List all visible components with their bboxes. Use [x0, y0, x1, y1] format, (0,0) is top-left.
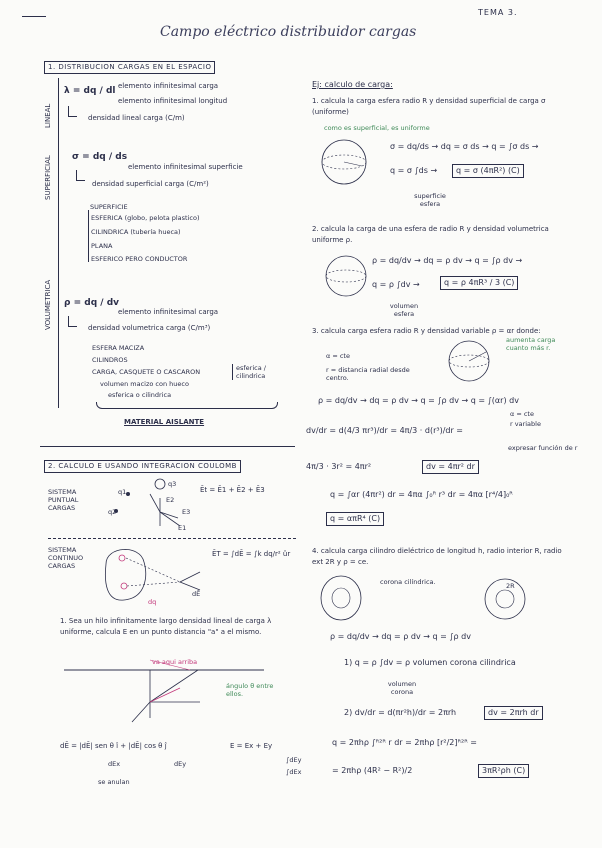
de-components: dĒ = |dĒ| sen θ î + |dĒ| cos θ ĵ	[60, 742, 167, 750]
r-p4-box-dv: dv = 2πrh dr	[484, 706, 543, 720]
superficie-list-bar	[88, 210, 89, 262]
volumetrica-bracket-note: esferica / cilindrica	[232, 364, 276, 380]
angle-note: ángulo θ entre ellos.	[226, 682, 274, 698]
r-p4-text: 4. calcula carga cilindro dieléctrico de longitud h, radio interior R, radio ext 2R y ρ = ce.	[312, 547, 562, 566]
volumetrica-item-2: CILINDROS	[92, 356, 128, 364]
lineal-density: densidad lineal carga (C/m)	[88, 114, 185, 122]
de-label: dĒ	[192, 590, 201, 598]
r-p1-text: 1. calcula la carga esfera radio R y densidad superficial de carga σ (uniforme)	[312, 97, 546, 116]
vector-e3-label: E3	[182, 508, 191, 516]
r-p4-eq1: ρ = dq/dv → dq = ρ dv → q = ∫ρ dv	[330, 632, 471, 641]
r-p2-eq2: q = ρ ∫dv →	[372, 280, 420, 289]
superficial-arrow	[76, 170, 85, 181]
r-p3-eq4: q = ∫αr (4πr²) dr = 4πα ∫₀ᴿ r³ dr = 4πα [r⁴/4]₀ᴿ	[330, 490, 513, 499]
r-p2-eq1: ρ = dq/dv → dq = ρ dv → q = ∫ρ dv →	[372, 256, 523, 265]
volumetrica-item-1: ESFERA MACIZA	[92, 344, 145, 352]
volumetrica-density: densidad volumetrica carga (C/m³)	[88, 324, 211, 332]
r-p4-note: corona cilíndrica.	[380, 578, 436, 586]
axis-note: va aqui arriba	[152, 658, 198, 666]
superficie-item-1: ESFERICA (globo, pelota plastico)	[91, 214, 200, 222]
dey-label: dEy	[174, 760, 187, 768]
r-p3-box-dv: dv = 4πr² dr	[422, 460, 479, 474]
puntual-label: SISTEMA PUNTUAL CARGAS	[48, 488, 79, 512]
q3-charge	[155, 479, 165, 489]
r-p3-note4: expresar función de r	[508, 444, 578, 452]
r-p4-cylinder	[316, 572, 366, 624]
superficie-list-title: SUPERFICIE	[90, 203, 128, 211]
dq-label: dq	[148, 598, 157, 606]
r-p4-eq2: 1) q = ρ ∫dv = ρ volumen corona cilindrica	[344, 658, 516, 667]
superficie-item-2: CILINDRICA (tubería hueca)	[91, 228, 181, 236]
dex-label: dEx	[108, 760, 121, 768]
problem1-text: 1. Sea un hilo infinitamente largo densidad lineal de carga λ uniforme, calcula E en un punto distancia "a" a el mismo.	[60, 617, 272, 636]
r-p3-eq3: 4π/3 · 3r² = 4πr²	[306, 462, 372, 471]
volumetrica-item-5: esferica o cilindrica	[108, 391, 172, 399]
int-dex: ∫dEx	[286, 768, 302, 776]
charge-q2-label: q2	[108, 508, 117, 516]
r-p3-text: 3. calcula carga esfera radio R y densidad variable ρ = αr donde:	[312, 327, 541, 335]
continuo-equation: ĒT = ∫dĒ = ∫k dq/r² ûr	[212, 550, 291, 558]
section2-dashed-divider	[48, 538, 296, 539]
r-p1-note: como es superficial, es uniforme	[324, 124, 430, 132]
margin-dash	[22, 16, 46, 17]
int-dey: ∫dEy	[286, 756, 302, 764]
lineal-line1: elemento infinitesimal carga	[118, 82, 219, 90]
material-brace	[96, 402, 278, 409]
right-heading: Ej: calculo de carga:	[312, 80, 393, 89]
q1-charge	[126, 492, 130, 496]
r-p4-eq3: 2) dv/dr = d(πr²h)/dr = 2πrh	[344, 708, 457, 717]
vector-e2-label: E2	[166, 496, 175, 504]
vector-e1-label: E1	[178, 524, 187, 532]
charge-q1-label: q1	[118, 488, 127, 496]
lineal-line2: elemento infinitesimal longitud	[118, 97, 228, 105]
anulan-note: se anulan	[98, 778, 130, 786]
r-p4-eq5: = 2πhρ (4R² − R²)/2	[332, 766, 413, 775]
r-p3-d2: r = distancia radial desde centro.	[326, 366, 410, 382]
section2-divider	[40, 446, 295, 447]
lambda-equation: λ = dq / dl	[64, 86, 116, 96]
r-p3-eq1: ρ = dq/dv → dq = ρ dv → q = ∫ρ dv → q = ∫(αr) dv	[318, 396, 519, 405]
r-p3-side-note: aumenta carga cuanto más r.	[506, 336, 556, 352]
volumetrica-side-label: VOLUMETRICA	[44, 279, 52, 330]
superficial-density: densidad superficial carga (C/m²)	[92, 180, 209, 188]
r-p4-result: 3πR²ρh (C)	[478, 764, 529, 778]
r-p3-eq2: dv/dr = d(4/3 πr³)/dr = 4π/3 · d(r³)/dr =	[306, 426, 464, 435]
wire-diagram	[50, 658, 280, 738]
section2-heading: 2. CALCULO E USANDO INTEGRACION COULOMB	[44, 460, 241, 473]
lineal-arrow	[68, 106, 77, 117]
volumetrica-arrow	[68, 316, 77, 327]
sigma-equation: σ = dq / ds	[72, 152, 128, 162]
section1-sidebar-line	[58, 78, 59, 408]
superficial-side-label: SUPERFICIAL	[44, 155, 52, 200]
r-p3-result: q = απR⁴ (C)	[326, 512, 384, 526]
r-p3-note2: α = cte	[510, 410, 534, 418]
superficie-item-3: PLANA	[91, 242, 113, 250]
volumetrica-item-3: CARGA, CASQUETE O CASCARON	[92, 368, 201, 376]
topic-label: TEMA 3.	[478, 8, 518, 17]
r-p1-sphere	[318, 136, 370, 188]
continuo-label: SISTEMA CONTINUO CARGAS	[48, 546, 84, 570]
superficial-line1: elemento infinitesimal superficie	[128, 163, 243, 171]
r-p1-eq1: σ = dq/ds → dq = σ ds → q = ∫σ ds →	[390, 142, 539, 151]
material-aislante: MATERIAL AISLANTE	[124, 418, 205, 426]
section1-heading: 1. DISTRIBUCION CARGAS EN EL ESPACIO	[44, 61, 215, 74]
charge-q3-label: q3	[168, 480, 177, 488]
r-p2-sphere	[322, 252, 370, 300]
e-sum-equation: E = Ex + Ey	[230, 742, 273, 750]
superficie-item-4: ESFERICO PERO CONDUCTOR	[91, 255, 188, 263]
volumetrica-item-4: volumen macizo con hueco	[100, 380, 189, 388]
r-p2-caption: volumen esfera	[389, 302, 419, 318]
r-p2-text: 2. calcula la carga de una esfera de radio R y densidad volumetrica uniforme ρ.	[312, 225, 549, 244]
r-p1-eq2: q = σ ∫ds →	[390, 166, 438, 175]
puntual-equation: Ēt = Ē1 + Ē2 + Ē3	[200, 486, 265, 494]
volumetrica-line1: elemento infinitesimal carga	[118, 308, 219, 316]
r-p4-caption: volumen corona	[387, 680, 417, 696]
rho-equation: ρ = dq / dv	[64, 298, 119, 308]
r-p1-result: q = σ (4πR²) (C)	[452, 164, 524, 178]
r-p2-result: q = ρ 4πR³ / 3 (C)	[440, 276, 518, 290]
r-p3-d1: α = cte	[326, 352, 350, 360]
r-p1-caption: superficie esfera	[414, 192, 446, 208]
lineal-side-label: LINEAL	[44, 103, 52, 128]
r-p4-ring-label: 2R	[506, 582, 515, 590]
r-p4-eq4: q = 2πhρ ∫ᴿ²ᴿ r dr = 2πhρ [r²/2]ᴿ²ᴿ =	[332, 738, 477, 747]
r-p4-ring	[482, 576, 528, 622]
r-p3-note3: r variable	[510, 420, 541, 428]
r-p3-sphere	[446, 338, 492, 384]
page-title: Campo eléctrico distribuidor cargas	[160, 24, 417, 40]
